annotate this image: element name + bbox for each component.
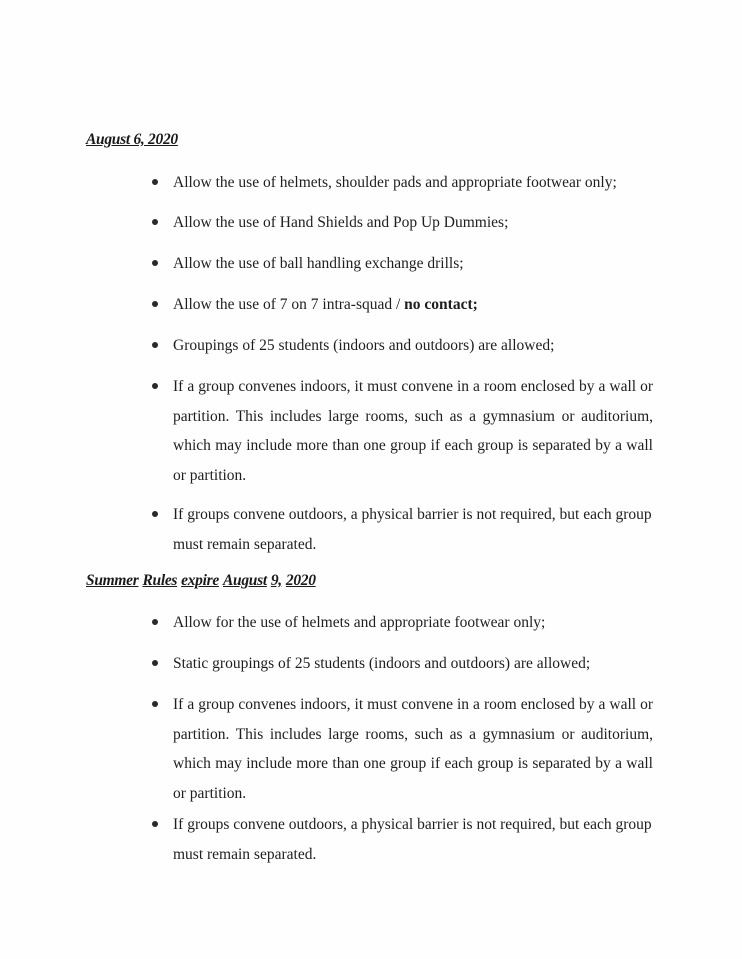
- list-item: If a group convenes indoors, it must convene in a room enclosed by a wall or partition. This includes large rooms, such as a gymnasium or auditorium, which may include more than one group if each group is separated by a wall or partition.: [173, 372, 653, 490]
- section-heading-summer-rules: Summer Rules expire August 9, 2020: [86, 572, 316, 589]
- bullet-icon: [152, 701, 158, 707]
- list-item: Allow the use of ball handling exchange drills;: [173, 249, 653, 279]
- bullet-icon: [152, 342, 158, 348]
- list-item: Allow the use of helmets, shoulder pads and appropriate footwear only;: [173, 168, 653, 198]
- bullet-icon: [152, 219, 158, 225]
- bullet-icon: [152, 383, 158, 389]
- bullet-icon: [152, 511, 158, 517]
- list-item: Allow the use of 7 on 7 intra-squad / no contact;: [173, 290, 653, 320]
- bullet-icon: [152, 179, 158, 185]
- list-item: Static groupings of 25 students (indoors and outdoors) are allowed;: [173, 649, 653, 679]
- bullet-icon: [152, 821, 158, 827]
- bullet-icon: [152, 660, 158, 666]
- list-item: If a group convenes indoors, it must convene in a room enclosed by a wall or partition. This includes large rooms, such as a gymnasium or auditorium, which may include more than one group if each group is separated by a wall or partition.: [173, 690, 653, 808]
- bullet-icon: [152, 301, 158, 307]
- list-item: Allow for the use of helmets and appropriate footwear only;: [173, 608, 653, 638]
- list-item: Allow the use of Hand Shields and Pop Up Dummies;: [173, 208, 653, 238]
- list-item: If groups convene outdoors, a physical barrier is not required, but each group must remain separated.: [173, 500, 653, 559]
- list-item: If groups convene outdoors, a physical barrier is not required, but each group must remain separated.: [173, 810, 653, 869]
- section-heading-august-6: August 6, 2020: [86, 131, 178, 148]
- bullet-icon: [152, 260, 158, 266]
- list-item: Groupings of 25 students (indoors and outdoors) are allowed;: [173, 331, 653, 361]
- bullet-icon: [152, 619, 158, 625]
- no-contact-emphasis: no contact;: [404, 296, 478, 313]
